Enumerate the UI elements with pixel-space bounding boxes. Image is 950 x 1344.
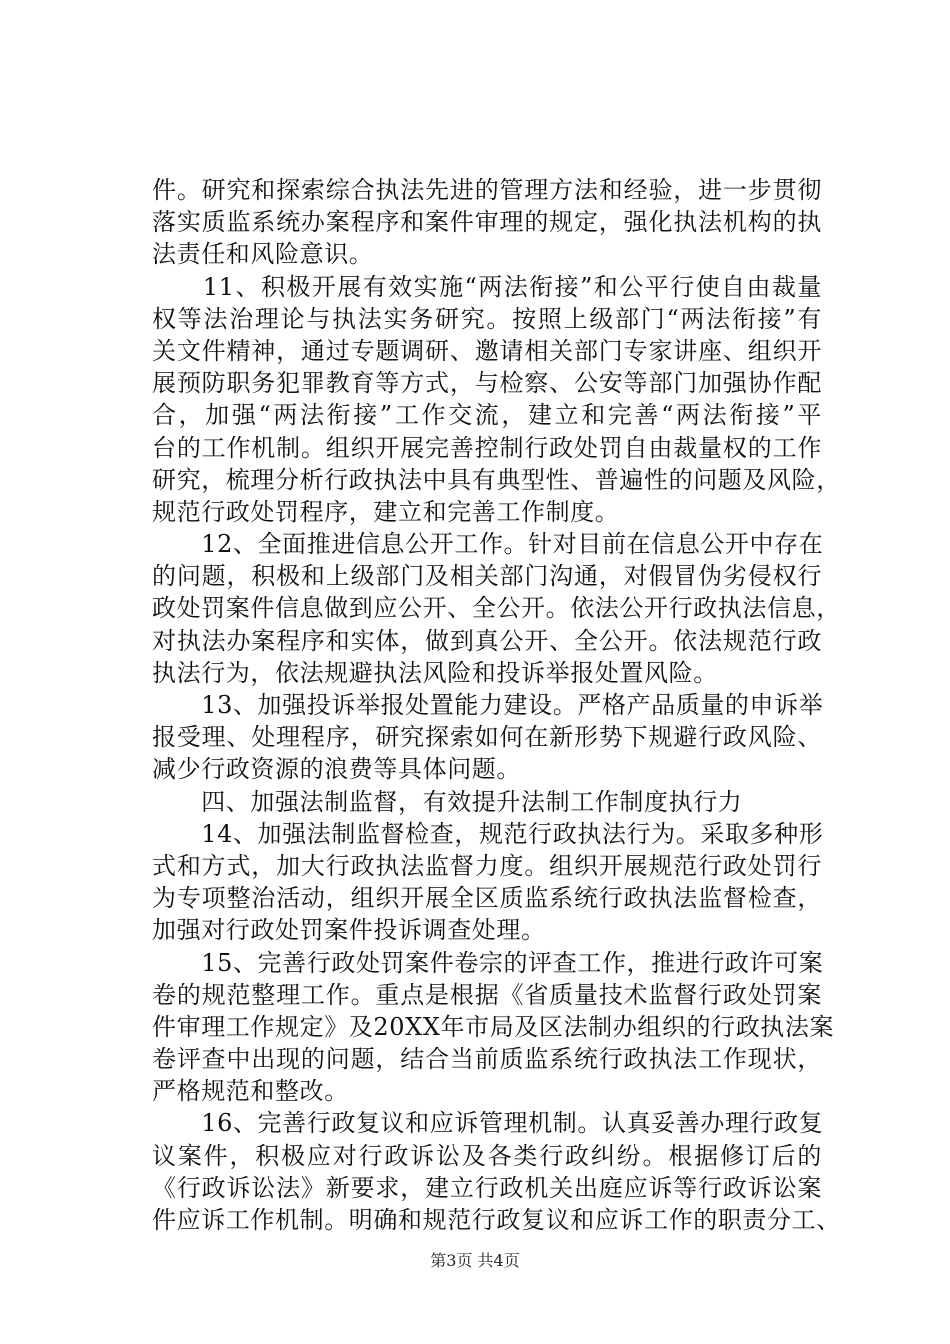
text-line: 件应诉工作机制。明确和规范行政复议和应诉工作的职责分工、 — [152, 1206, 841, 1234]
text-line: 政处罚案件信息做到应公开、全公开。依法公开行政执法信息， — [152, 594, 841, 623]
text-line: 14、加强法制监督检查，规范行政执法行为。采取多种形 — [152, 819, 824, 848]
text-line: 11、积极开展有效实施“两法衔接”和公平行使自由裁量 — [152, 272, 822, 301]
text-line: 落实质监系统办案程序和案件审理的规定，强化执法机构的执 — [152, 208, 822, 237]
text-line: 执法行为，依法规避执法风险和投诉举报处置风险。 — [152, 658, 718, 687]
text-line: 报受理、处理程序，研究探索如何在新形势下规避行政风险、 — [152, 723, 822, 752]
text-line: 15、完善行政处罚案件卷宗的评查工作，推进行政许可案 — [152, 948, 824, 977]
document-body — [152, 174, 841, 1236]
section-heading: 四、加强法制监督，有效提升法制工作制度执行力 — [152, 787, 743, 816]
text-line: 卷评查中出现的问题，结合当前质监系统行政执法工作现状， — [152, 1045, 822, 1074]
text-line: 合，加强“两法衔接”工作交流，建立和完善“两法衔接”平 — [152, 401, 822, 430]
text-line: 加强对行政处罚案件投诉调查处理。 — [152, 916, 546, 945]
text-line: 为专项整治活动，组织开展全区质监系统行政执法监督检查， — [152, 884, 822, 913]
text-line: 《行政诉讼法》新要求，建立行政机关出庭应诉等行政诉讼案 — [152, 1173, 822, 1202]
text-line: 件审理工作规定》及20XX年市局及区法制办组织的行政执法案 — [152, 1012, 835, 1041]
text-line: 权等法治理论与执法实务研究。按照上级部门“两法衔接”有 — [152, 304, 822, 333]
text-line: 件。研究和探索综合执法先进的管理方法和经验，进一步贯彻 — [152, 176, 822, 204]
text-line: 研究，梳理分析行政执法中具有典型性、普遍性的问题及风险， — [152, 465, 841, 494]
text-line: 减少行政资源的浪费等具体问题。 — [152, 755, 521, 784]
text-line: 式和方式，加大行政执法监督力度。组织开展规范行政处罚行 — [152, 851, 822, 880]
text-line: 卷的规范整理工作。重点是根据《省质量技术监督行政处罚案 — [152, 980, 822, 1009]
text-line: 法责任和风险意识。 — [152, 240, 374, 269]
text-line: 关文件精神，通过专题调研、邀请相关部门专家讲座、组织开 — [152, 336, 822, 365]
text-line: 13、加强投诉举报处置能力建设。严格产品质量的申诉举 — [152, 691, 824, 719]
text-line: 议案件，积极应对行政诉讼及各类行政纠纷。根据修订后的 — [152, 1141, 822, 1170]
text-line: 严格规范和整改。 — [152, 1077, 349, 1106]
text-line: 台的工作机制。组织开展完善控制行政处罚自由裁量权的工作 — [152, 433, 822, 462]
text-line: 规范行政处罚程序，建立和完善工作制度。 — [152, 497, 620, 526]
text-line: 展预防职务犯罪教育等方式，与检察、公安等部门加强协作配 — [152, 369, 822, 398]
text-line: 16、完善行政复议和应诉管理机制。认真妥善办理行政复 — [152, 1109, 824, 1138]
text-line: 12、全面推进信息公开工作。针对目前在信息公开中存在 — [152, 530, 824, 559]
text-line: 对执法办案程序和实体，做到真公开、全公开。依法规范行政 — [152, 626, 822, 655]
page-number-footer: 第3页 共4页 — [430, 1251, 520, 1270]
text-line: 的问题，积极和上级部门及相关部门沟通，对假冒伪劣侵权行 — [152, 562, 822, 591]
